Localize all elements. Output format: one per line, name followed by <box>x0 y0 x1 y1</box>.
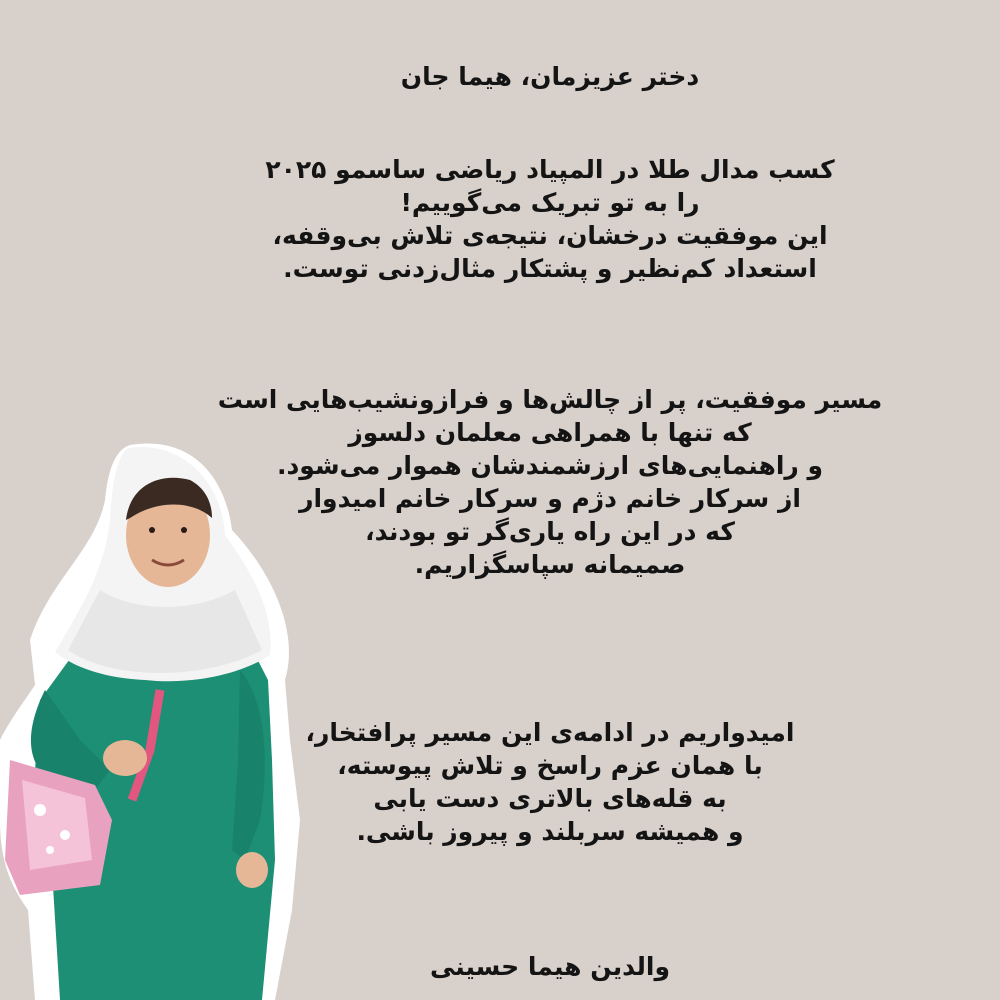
congratulations-block <box>170 153 930 285</box>
greeting-line: دختر عزیزمان، هیما جان <box>400 62 700 91</box>
wish-line: به قله‌های بالاتری دست یابی <box>373 784 727 813</box>
journey-line: از سرکار خانم دژم و سرکار خانم امیدوار <box>299 484 801 513</box>
wish-line: با همان عزم راسخ و تلاش پیوسته، <box>337 751 763 780</box>
journey-line: مسیر موفقیت، پر از چالش‌ها و فرازونشیب‌هایی است <box>217 385 883 414</box>
journey-line: صمیمانه سپاسگزاریم. <box>414 550 686 579</box>
congrats-line: کسب مدال طلا در المپیاد ریاضی ساسمو ۲۰۲۵ <box>265 155 835 184</box>
journey-line: و راهنمایی‌های ارزشمندشان هموار می‌شود. <box>276 451 824 480</box>
congrats-line: را به تو تبریک می‌گوییم! <box>400 188 700 217</box>
journey-line: که تنها با همراهی معلمان دلسوز <box>348 418 752 447</box>
journey-line: که در این راه یاری‌گر تو بودند، <box>365 517 735 546</box>
signature-line: والدین هیما حسینی <box>429 952 671 981</box>
congrats-line: این موفقیت درخشان، نتیجه‌ی تلاش بی‌وقفه، <box>272 221 828 250</box>
student-photo <box>0 440 300 1000</box>
congrats-line: استعداد کم‌نظیر و پشتکار مثال‌زدنی توست. <box>283 254 817 283</box>
wish-line: امیدواریم در ادامه‌ی این مسیر پرافتخار، <box>305 718 795 747</box>
wish-line: و همیشه سربلند و پیروز باشی. <box>356 817 744 846</box>
greeting-block <box>170 60 930 93</box>
